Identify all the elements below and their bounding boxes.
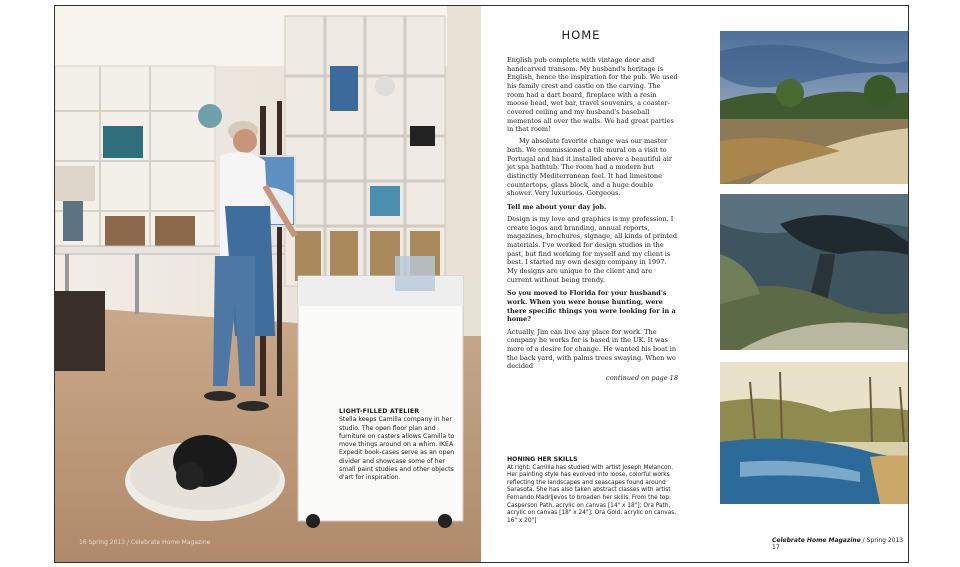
paragraph: My absolute favorite change was our master bath. We commissioned a tile mural on a visit to Portugal and had it installed above a beautiful air jet spa bathtub. The room had a modern but distinctly Mediterranean feel. It had limestone countertops, glass block, and a huge double shower. Very luxurious. Gorgeous. <box>507 137 672 198</box>
painting-ora-gold <box>720 362 909 504</box>
painting-illustration <box>720 362 909 504</box>
sidebar <box>507 456 678 525</box>
question-heading: Tell me about your day job. <box>507 203 607 211</box>
continued-link[interactable]: continued on page 18 <box>606 374 678 383</box>
answer-paragraph: Actually, Jim can live any place for work. The company he works for is based in the UK. It was more of a desire for change. He wanted his boat in the back yard, with palms trees swaying. When we decided <box>507 327 677 371</box>
sidebar-body: At right: Camilla has studied with artist Joseph Melancon. Her painting style has evolved into loose, colorful works reflecting the landscapes and seascapes found around Sarasota. She has also taken abstract classes with artist Fernando Madrijevos to broaden her skills. From the top: Casperson Path, acrylic on canvas [14" x 18"]; Ora Path, acrylic on canvas [18" x 24"]; Ora Gold, acrylic on canvas, 16" x 20"] <box>507 464 677 524</box>
folio-magazine-name: Celebrate Home Magazine <box>772 537 861 544</box>
question-heading: So you moved to Florida for your husband's work. When you were house hunting, were there specific things you were looking for in a home? <box>507 289 676 324</box>
answer-paragraph: Design is my love and graphics is my profession. I create logos and branding, annual reports, magazines, brochures, signage, all kinds of printed materials. I've worked for design studios in the past, but find working for myself and my client is best. I started my own design company in 1997. My designs are unique to the client and are current without being trendy. <box>507 215 678 284</box>
left-page-folio: 16 Spring 2013 / Celebrate Home Magazine <box>79 539 211 546</box>
paragraph: English pub complete with vintage door and handcarved transom. My husband's heritage is English, hence the inspiration for the pub. We used his family crest and castle on the carving. The room had a dart board, fireplace with a resin moose head, wet bar, travel souvenirs, a coaster-covered ceiling and my husband's baseball mementos all over the walls. We had great parties in that room! <box>507 56 678 134</box>
painting-casperson-path <box>720 31 909 184</box>
caption-body: Stella keeps Camilla company in her studio. The open floor plan and furniture on casters allows Camilla to move things around on a whim. IKEA Expedit book-cases serve as an open divider and showcase some of her small paint studies and other objects d'art for inspiration. <box>339 416 455 482</box>
article-body <box>507 56 678 386</box>
section-title: HOME <box>561 28 601 42</box>
painting-illustration <box>720 194 909 350</box>
painting-illustration <box>720 31 909 184</box>
right-page-folio <box>772 537 908 551</box>
right-page <box>481 6 908 562</box>
painting-ora-path <box>720 194 909 350</box>
magazine-spread <box>54 5 909 563</box>
caption-title: LIGHT-FILLED ATELIER <box>339 408 420 415</box>
sidebar-title: HONING HER SKILLS <box>507 456 578 463</box>
studio-photo <box>55 6 481 562</box>
folio-date-page: / Spring 2013 17 <box>772 537 904 551</box>
photo-caption <box>339 408 457 483</box>
